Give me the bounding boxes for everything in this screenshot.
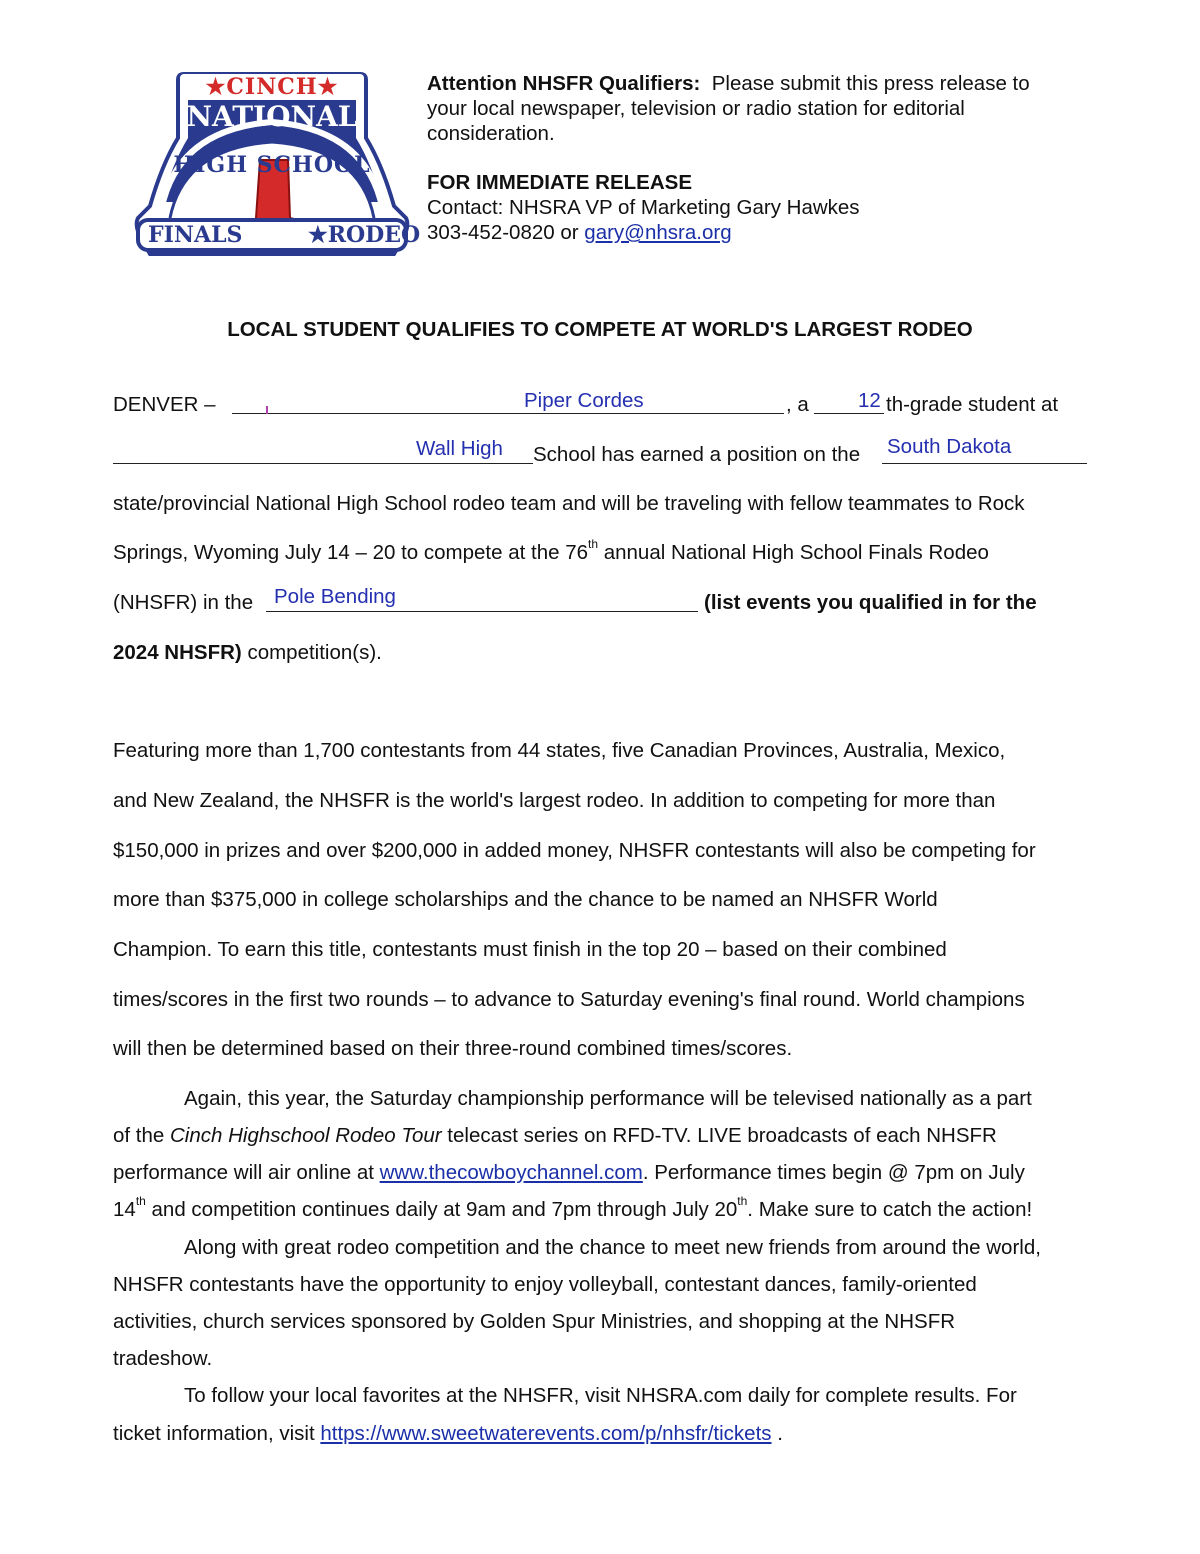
para2-sup-2: th <box>737 1194 748 1208</box>
para2-line-1: Again, this year, the Saturday championship performance will be televised nationally as a part <box>184 1087 1032 1110</box>
para3-line: tradeshow. <box>113 1347 213 1370</box>
logo-text-national: NATIONAL <box>186 100 358 133</box>
tickets-link[interactable]: https://www.sweetwaterevents.com/p/nhsfr/tickets <box>320 1422 772 1445</box>
para2-line-4c: . Make sure to catch the action! <box>747 1198 1033 1221</box>
nhsfr-logo <box>132 68 421 260</box>
logo-text-rodeo: ★RODEO <box>308 222 421 248</box>
logo-text-finals: FINALS <box>148 222 243 248</box>
form-line-4-sup: th <box>588 537 599 551</box>
grade-value: 12 <box>858 389 881 412</box>
grade-suffix: th-grade student at <box>886 393 1059 416</box>
attention-line-2: your local newspaper, television or radio station for editorial <box>427 97 965 120</box>
para2-line-4a: 14 <box>113 1198 136 1221</box>
form-line-4b: annual National High School Finals Rodeo <box>598 541 989 564</box>
para1-line: Champion. To earn this title, contestants must finish in the top 20 – based on their combined <box>113 938 947 961</box>
form-line-3: state/provincial National High School rodeo team and will be traveling with fellow teammates to Rock <box>113 492 1025 515</box>
attention-label: Attention NHSFR Qualifiers: <box>427 72 701 95</box>
cursor-mark <box>266 406 268 414</box>
contact-line: Contact: NHSRA VP of Marketing Gary Hawkes <box>427 196 860 219</box>
form-line-5b: (list events you qualified in for the <box>704 591 1037 614</box>
attention-text: Please submit this press release to <box>711 72 1030 95</box>
form-line-6a: 2024 NHSFR) <box>113 641 242 664</box>
show-title: Cinch Highschool Rodeo Tour <box>170 1124 442 1147</box>
form-line-5a: (NHSFR) in the <box>113 591 254 614</box>
form-line-6b: competition(s). <box>241 641 382 664</box>
name-value: Piper Cordes <box>524 389 644 412</box>
para2-sup-1: th <box>135 1194 146 1208</box>
cowboy-channel-link[interactable]: www.thecowboychannel.com <box>379 1161 643 1184</box>
attention-line-3: consideration. <box>427 122 555 145</box>
para1-line: Featuring more than 1,700 contestants from 44 states, five Canadian Provinces, Australia, Mexico, <box>113 739 1006 762</box>
para1-line: times/scores in the first two rounds – to advance to Saturday evening's final round. World champions <box>113 988 1025 1011</box>
contact-email-link[interactable]: gary@nhsra.org <box>584 221 732 244</box>
para2-line-4b: and competition continues daily at 9am and 7pm through July 20 <box>145 1198 738 1221</box>
event-value: Pole Bending <box>274 585 396 608</box>
school-suffix: School has earned a position on the <box>533 443 861 466</box>
para2-line-2b: telecast series on RFD-TV. LIVE broadcasts of each NHSFR <box>441 1124 997 1147</box>
contact-phone: 303-452-0820 or <box>427 221 579 244</box>
name-field[interactable] <box>232 393 784 414</box>
para1-line: $150,000 in prizes and over $200,000 in added money, NHSFR contestants will also be competing for <box>113 839 1036 862</box>
a-label: , a <box>786 393 809 416</box>
para2-line-3b: . Performance times begin @ 7pm on July <box>642 1161 1025 1184</box>
para2-line-2a: of the <box>113 1124 170 1147</box>
para1-line: and New Zealand, the NHSFR is the world's largest rodeo. In addition to competing for more than <box>113 789 996 812</box>
para2-line-3a: performance will air online at <box>113 1161 380 1184</box>
para4-line-2a: ticket information, visit <box>113 1422 321 1445</box>
logo-text-high-school: HIGH SCHOOL <box>173 152 371 178</box>
state-value: South Dakota <box>887 435 1012 458</box>
school-value: Wall High <box>416 437 503 460</box>
para3-line: NHSFR contestants have the opportunity to enjoy volleyball, contestant dances, family-oriented <box>113 1273 977 1296</box>
para4-line-2b: . <box>771 1422 783 1445</box>
denver-label: DENVER – <box>113 393 216 416</box>
release-label: FOR IMMEDIATE RELEASE <box>427 171 692 194</box>
headline: LOCAL STUDENT QUALIFIES TO COMPETE AT WORLD'S LARGEST RODEO <box>227 318 973 341</box>
logo-text-cinch: ★CINCH★ <box>180 74 364 100</box>
form-line-4a: Springs, Wyoming July 14 – 20 to compete at the 76 <box>113 541 588 564</box>
para4-line-1: To follow your local favorites at the NHSFR, visit NHSRA.com daily for complete results. For <box>184 1384 1017 1407</box>
para1-line: more than $375,000 in college scholarships and the chance to be named an NHSFR World <box>113 888 938 911</box>
para3-line: Along with great rodeo competition and the chance to meet new friends from around the world, <box>184 1236 1041 1259</box>
para3-line: activities, church services sponsored by Golden Spur Ministries, and shopping at the NHSFR <box>113 1310 956 1333</box>
para1-line: will then be determined based on their three-round combined times/scores. <box>113 1037 793 1060</box>
